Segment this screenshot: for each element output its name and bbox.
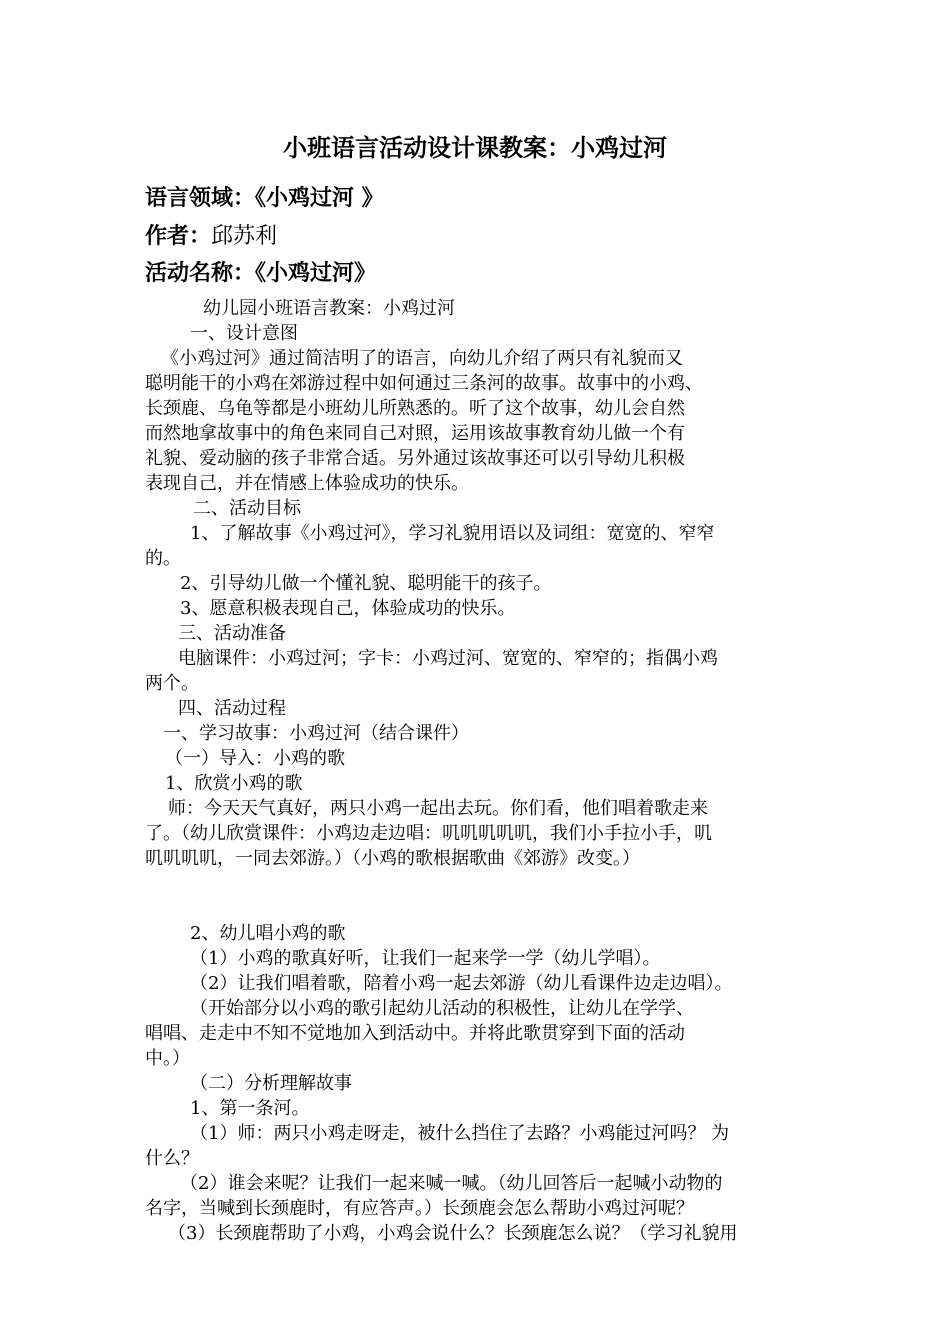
domain-line (145, 184, 384, 214)
body-line: 2、引导幼儿做一个懂礼貌、聪明能干的孩子。 (180, 573, 552, 594)
body-line: 而然地拿故事中的角色来同自己对照，运用该故事教育幼儿做一个有 (145, 423, 685, 444)
body-line: （1）小鸡的歌真好听，让我们一起来学一学（幼儿学唱）。 (190, 948, 661, 969)
body-line: 1、欣赏小鸡的歌 (165, 773, 303, 794)
body-line: 长颈鹿、乌龟等都是小班幼儿所熟悉的。听了这个故事，幼儿会自然 (145, 398, 685, 419)
body-line: 表现自己，并在情感上体验成功的快乐。 (145, 473, 469, 494)
body-line: （2）谁会来呢？让我们一起来喊一喊。（幼儿回答后一起喊小动物的 (180, 1173, 723, 1194)
author-line (145, 222, 277, 252)
blank-gap (145, 871, 815, 921)
author-value: 邱苏利 (211, 224, 278, 249)
body-line: 中。） (145, 1048, 190, 1069)
body-line: （2）让我们唱着歌，陪着小鸡一起去郊游（幼儿看课件边走边唱）。 (190, 973, 733, 994)
body-line: 3、愿意积极表现自己，体验成功的快乐。 (180, 598, 516, 619)
body-line: 一、学习故事：小鸡过河（结合课件） (163, 723, 469, 744)
body-line: 的。 (145, 548, 181, 569)
body-line: 唱唱、走走中不知不觉地加入到活动中。并将此歌贯穿到下面的活动 (145, 1023, 685, 1044)
body-line: 2、幼儿唱小鸡的歌 (190, 923, 346, 944)
activity-value: 《小鸡过河》 (255, 261, 377, 286)
body-line: 电脑课件：小鸡过河；字卡：小鸡过河、宽宽的、窄窄的；指偶小鸡 (178, 648, 718, 669)
body-line: 幼儿园小班语言教案：小鸡过河 (203, 298, 455, 319)
body-line: 1、了解故事《小鸡过河》，学习礼貌用语以及词组：宽宽的、窄窄 (190, 523, 715, 544)
activity-label: 活动名称： (145, 261, 256, 286)
section-heading: （二）分析理解故事 (190, 1073, 352, 1094)
domain-value: 《小鸡过河 》 (255, 186, 384, 211)
body-line: 名字，当喊到长颈鹿时，有应答声。）长颈鹿会怎么帮助小鸡过河呢？ (145, 1198, 694, 1219)
body-line: 叽叽叽叽，一同去郊游。）（小鸡的歌根据歌曲《郊游》改变。） (145, 848, 640, 869)
section-heading: 一、设计意图 (190, 323, 298, 344)
page-title: 小班语言活动设计课教案：小鸡过河 (283, 134, 667, 162)
section-heading: 三、活动准备 (178, 623, 286, 644)
body-line: 聪明能干的小鸡在郊游过程中如何通过三条河的故事。故事中的小鸡、 (145, 373, 703, 394)
body-line: 两个。 (145, 673, 199, 694)
body-line: 礼貌、爱动脑的孩子非常合适。另外通过该故事还可以引导幼儿积极 (145, 448, 685, 469)
domain-label: 语言领域： (145, 186, 256, 211)
author-label: 作者： (145, 224, 212, 249)
body-line: （1）师：两只小鸡走呀走，被什么挡住了去路？小鸡能过河吗？ 为 (190, 1123, 730, 1144)
section-heading: 四、活动过程 (178, 698, 286, 719)
section-heading: 二、活动目标 (193, 498, 301, 519)
body-line: （3）长颈鹿帮助了小鸡，小鸡会说什么？长颈鹿怎么说？（学习礼貌用 (168, 1223, 738, 1244)
body-line: （一）导入：小鸡的歌 (165, 748, 345, 769)
activity-name-line (145, 259, 376, 289)
lesson-body (145, 296, 815, 1246)
body-line: 《小鸡过河》通过简洁明了的语言，向幼儿介绍了两只有礼貌而又 (161, 348, 683, 369)
body-line: 什么？ (145, 1148, 199, 1169)
body-line: 1、第一条河。 (190, 1098, 310, 1119)
body-line: 师：今天天气真好，两只小鸡一起出去玩。你们看，他们唱着歌走来 (168, 798, 708, 819)
body-line: 了。（幼儿欣赏课件：小鸡边走边唱：叽叽叽叽叽，我们小手拉小手，叽 (145, 823, 712, 844)
body-line: （开始部分以小鸡的歌引起幼儿活动的积极性，让幼儿在学学、 (190, 998, 694, 1019)
